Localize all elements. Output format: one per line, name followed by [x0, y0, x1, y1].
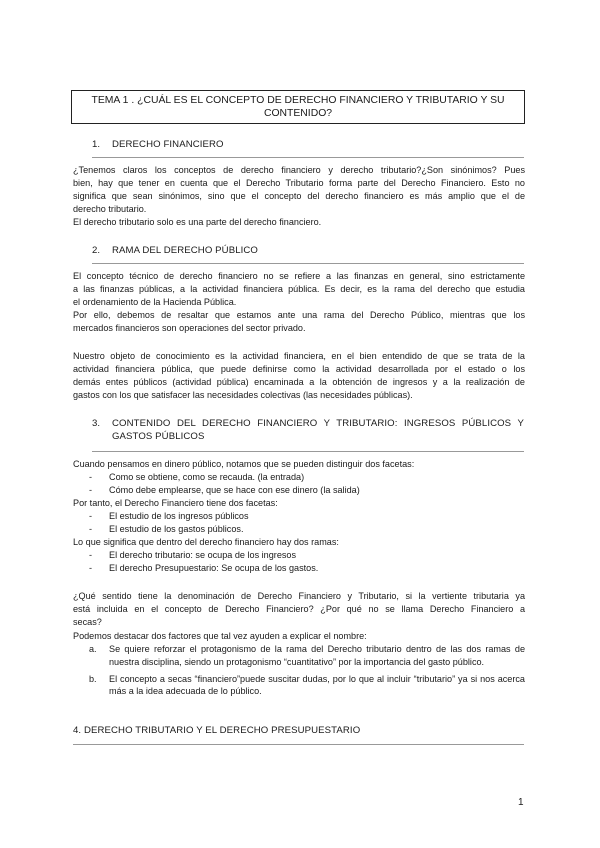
section-2-body	[73, 270, 525, 335]
text-line: mercados financieros son operaciones del sector privado.	[73, 323, 306, 333]
section-3-intro-4: Podemos destacar dos factores que tal vez ayuden a explicar el nombre:	[73, 631, 367, 641]
section-4-heading: 4. DERECHO TRIBUTARIO Y EL DERECHO PRESUPUESTARIO	[73, 725, 361, 736]
text-line: gastos con los que satisfacer las necesidades colectivas (las necesidades públicas).	[73, 390, 413, 400]
section-1-heading	[92, 138, 224, 151]
section-3-intro-2: Por tanto, el Derecho Financiero tiene dos facetas:	[73, 498, 278, 508]
text-line: actividad financiera pública, que puede definirse como la actividad desarrollada por el estado o los	[73, 364, 525, 374]
document-title: TEMA 1 . ¿CUÁL ES EL CONCEPTO DE DERECHO FINANCIERO Y TRIBUTARIO Y SU CONTENIDO?	[71, 90, 525, 124]
text-line: ¿Qué sentido tiene la denominación de Derecho Financiero y Tributario, si la vertiente tributaria ya	[73, 591, 525, 601]
section-2-title: RAMA DEL DERECHO PÚBLICO	[112, 245, 258, 256]
text-line: secas?	[73, 617, 102, 627]
section-1-title: DERECHO FINANCIERO	[112, 139, 224, 150]
section-2-body-2	[73, 350, 525, 402]
text-line: El concepto técnico de derecho financiero no se refiere a las finanzas en general, sino estrictamente	[73, 271, 525, 281]
list-item: a. Se quiere reforzar el protagonismo de la rama del Derecho tributario dentro de las dos ramas de nuestra disciplina, siendo un protagonismo “cuantitativo” por la importancia del gasto público.	[89, 644, 525, 667]
list-item: - El derecho Presupuestario: Se ocupa de los gastos.	[89, 562, 319, 573]
list-item: - Cómo debe emplearse, que se hace con ese dinero (la salida)	[89, 484, 360, 495]
text-line: está incluida en el concepto de Derecho Financiero? ¿Por qué no se llama Derecho Financiero a	[73, 604, 525, 614]
section-4-rule	[73, 744, 524, 745]
section-3-intro-1: Cuando pensamos en dinero público, notamos que se pueden distinguir dos facetas:	[73, 459, 415, 469]
section-1-number: 1.	[92, 139, 101, 150]
text-line: Por ello, debemos de resaltar que estamos ante una rama del Derecho Público, mientras que los	[73, 310, 525, 320]
text-line: Nuestro objeto de conocimiento es la actividad financiera, en el bien entendido de que se trata de la	[73, 351, 525, 361]
page-number: 1	[518, 797, 524, 808]
factors-list	[89, 643, 525, 698]
section-3-title-line-2: GASTOS PÚBLICOS	[112, 431, 205, 442]
text-line: a las finanzas públicas, a la actividad financiera pública. Es decir, es la rama del derecho que estudia	[73, 284, 525, 294]
list-item: - El estudio de los ingresos públicos	[89, 511, 249, 521]
section-3-heading	[92, 417, 524, 443]
section-3-question	[73, 590, 525, 629]
list-item: - El derecho tributario: se ocupa de los ingresos	[89, 550, 297, 560]
financial-facets-list	[89, 510, 249, 536]
text-line: ¿Tenemos claros los conceptos de derecho financiero y derecho tributario?¿Son sinónimos? Pues	[73, 165, 525, 175]
section-2-rule	[92, 263, 524, 264]
section-3-title-line-1: CONTENIDO DEL DERECHO FINANCIERO Y TRIBUTARIO: INGRESOS PÚBLICOS Y	[112, 418, 524, 429]
section-2-heading	[92, 244, 258, 257]
section-3-rule	[92, 451, 524, 452]
list-item: b. El concepto a secas “financiero”puede suscitar dudas, por lo que al incluir “tributario” ya si nos acerca más a la idea adecuada de lo público.	[89, 673, 525, 697]
text-line: El derecho tributario solo es una parte del derecho financiero.	[73, 217, 322, 227]
section-1-body	[73, 164, 525, 229]
list-item: - Como se obtiene, como se recauda. (la entrada)	[89, 472, 305, 482]
text-line: demás entes públicos (actividad pública) encaminada a la obtención de ingresos y a la realización de	[73, 377, 525, 387]
section-1-rule	[92, 157, 524, 158]
text-line: significa que sean sinónimos, sino que el concepto del derecho financiero es más amplio que el de	[73, 191, 525, 201]
branches-list	[89, 549, 318, 575]
section-3-number: 3.	[92, 418, 101, 429]
list-item: - El estudio de los gastos públicos.	[89, 523, 244, 534]
facets-list	[89, 471, 360, 497]
text-line: derecho tributario.	[73, 204, 147, 214]
text-line: el ordenamiento de la Hacienda Pública.	[73, 297, 237, 307]
section-3-intro-3: Lo que significa que dentro del derecho financiero hay dos ramas:	[73, 537, 339, 547]
section-2-number: 2.	[92, 245, 101, 256]
text-line: bien, hay que tener en cuenta que el Derecho Tributario forma parte del Derecho Financiero. Esto no	[73, 178, 525, 188]
